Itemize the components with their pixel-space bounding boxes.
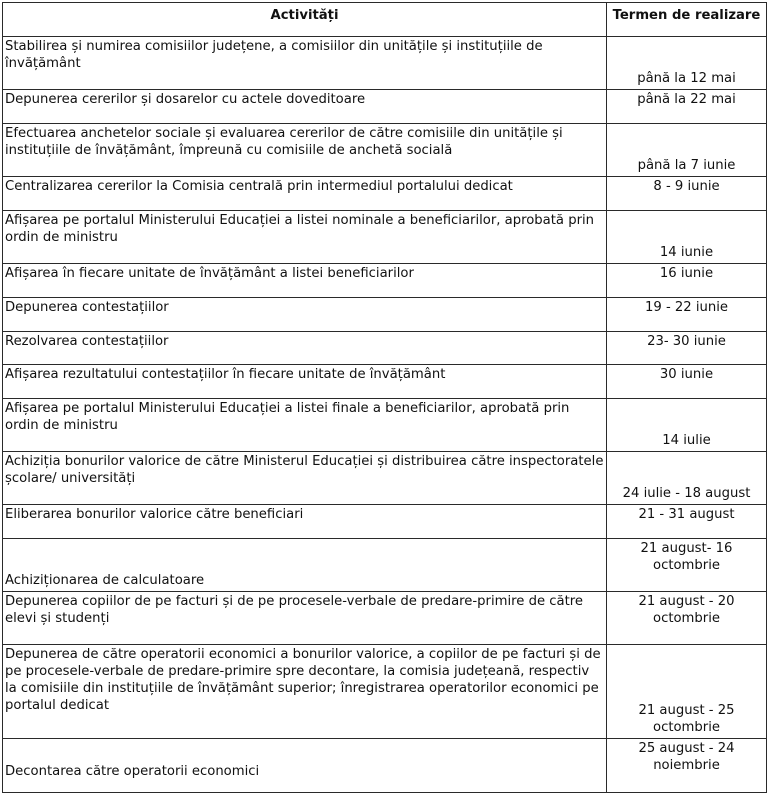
table-header-row xyxy=(3,3,767,37)
table-row xyxy=(3,539,767,592)
deadline-cell: 19 - 22 iunie xyxy=(607,298,767,332)
deadline-cell: până la 7 iunie xyxy=(607,124,767,177)
table-row xyxy=(3,399,767,452)
deadline-cell: 8 - 9 iunie xyxy=(607,177,767,211)
activity-cell: Achiziționarea de calculatoare xyxy=(3,539,607,592)
activity-cell: Achiziția bonurilor valorice de către Ministerul Educației și distribuirea către inspectoratele școlare/ universități xyxy=(3,452,607,505)
table-row xyxy=(3,211,767,264)
table-row xyxy=(3,90,767,124)
deadline-cell: 25 august - 24 noiembrie xyxy=(607,739,767,793)
activity-cell: Afișarea pe portalul Ministerului Educației a listei finale a beneficiarilor, aprobată prin ordin de ministru xyxy=(3,399,607,452)
activity-cell: Depunerea de către operatorii economici a bonurilor valorice, a copiilor de pe facturi și de pe procesele-verbale de predare-primire spre decontare, la comisia județeană, respectiv la comisiile din instituțiile de învățământ superior; înregistrarea operatorilor economici pe portalul dedicat xyxy=(3,645,607,739)
deadline-cell: 21 august - 20 octombrie xyxy=(607,592,767,645)
deadline-cell: 24 iulie - 18 august xyxy=(607,452,767,505)
activity-cell: Depunerea copiilor de pe facturi și de pe procesele-verbale de predare-primire de către elevi și studenți xyxy=(3,592,607,645)
table-row xyxy=(3,264,767,298)
table-row xyxy=(3,645,767,739)
column-header-deadline: Termen de realizare xyxy=(607,3,767,37)
table-row xyxy=(3,592,767,645)
column-header-activity: Activități xyxy=(3,3,607,37)
activity-cell: Afișarea rezultatului contestațiilor în fiecare unitate de învățământ xyxy=(3,365,607,399)
table-row xyxy=(3,332,767,365)
table-row xyxy=(3,298,767,332)
deadline-cell: 14 iulie xyxy=(607,399,767,452)
activity-cell: Eliberarea bonurilor valorice către beneficiari xyxy=(3,505,607,539)
activity-cell: Rezolvarea contestațiilor xyxy=(3,332,607,365)
deadline-cell: 14 iunie xyxy=(607,211,767,264)
deadline-cell: până la 12 mai xyxy=(607,37,767,90)
activity-cell: Afișarea în fiecare unitate de învățământ a listei beneficiarilor xyxy=(3,264,607,298)
activity-cell: Efectuarea anchetelor sociale și evaluarea cererilor de către comisiile din unitățile și instituțiile de învățământ, împreună cu comisiile de anchetă socială xyxy=(3,124,607,177)
activity-cell: Depunerea cererilor și dosarelor cu actele doveditoare xyxy=(3,90,607,124)
table-row xyxy=(3,452,767,505)
deadline-cell: 21 - 31 august xyxy=(607,505,767,539)
activity-cell: Afișarea pe portalul Ministerului Educației a listei nominale a beneficiarilor, aprobată prin ordin de ministru xyxy=(3,211,607,264)
deadline-cell: 30 iunie xyxy=(607,365,767,399)
table-row xyxy=(3,124,767,177)
deadline-cell: 21 august- 16 octombrie xyxy=(607,539,767,592)
activity-cell: Stabilirea și numirea comisiilor județene, a comisiilor din unitățile și instituțiile de învățământ xyxy=(3,37,607,90)
schedule-table xyxy=(2,2,767,793)
deadline-cell: 21 august - 25 octombrie xyxy=(607,645,767,739)
table-row xyxy=(3,177,767,211)
activity-cell: Depunerea contestațiilor xyxy=(3,298,607,332)
deadline-cell: 23- 30 iunie xyxy=(607,332,767,365)
table-row xyxy=(3,505,767,539)
activity-cell: Centralizarea cererilor la Comisia centrală prin intermediul portalului dedicat xyxy=(3,177,607,211)
table-row xyxy=(3,365,767,399)
activity-cell: Decontarea către operatorii economici xyxy=(3,739,607,793)
table-row xyxy=(3,739,767,793)
table-row xyxy=(3,37,767,90)
deadline-cell: 16 iunie xyxy=(607,264,767,298)
deadline-cell: până la 22 mai xyxy=(607,90,767,124)
